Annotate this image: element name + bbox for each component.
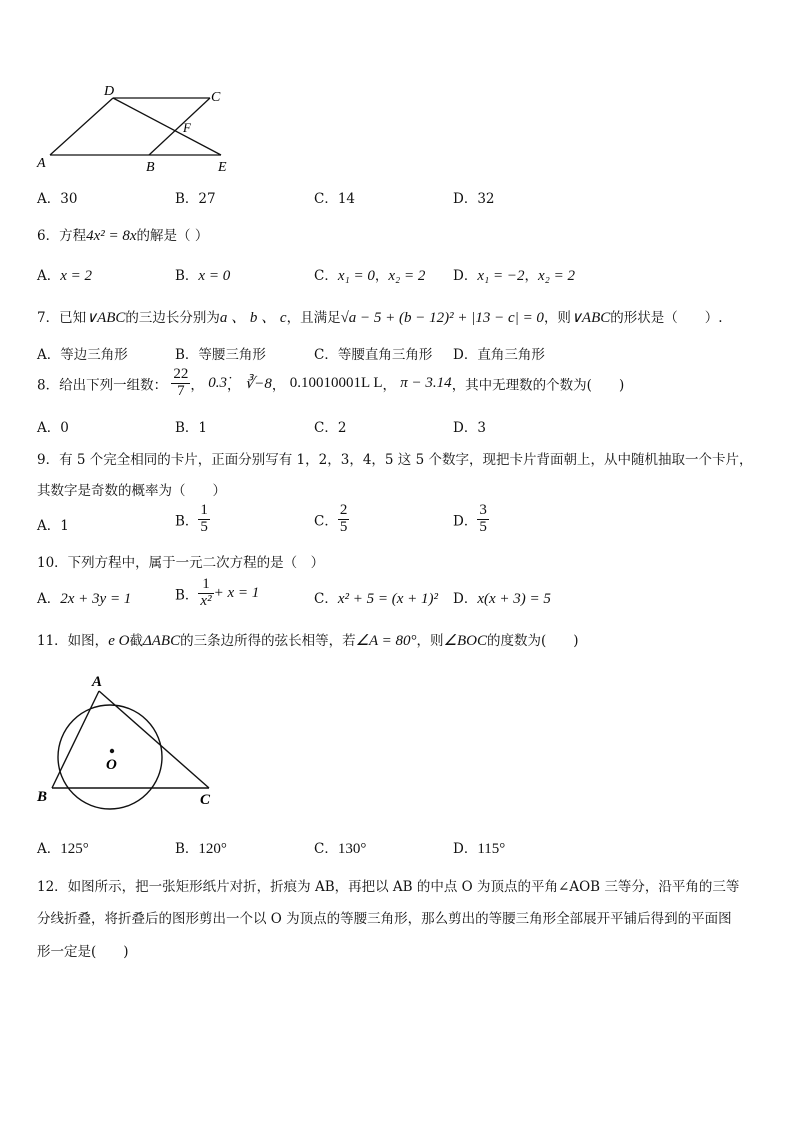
q6-option-a: A．x = 2	[37, 268, 93, 284]
q9-option-b: B． $\frac{1}{5}$	[175, 502, 208, 535]
q8-option-d: D．3	[453, 420, 486, 436]
q5-option-d: D．32	[453, 191, 495, 207]
q5-option-c: C．14	[314, 191, 356, 207]
label-A-fig11: A	[92, 674, 103, 690]
q6-prefix: 6．方程	[37, 228, 87, 244]
triangle-circle-figure	[34, 668, 224, 813]
q11-option-a: A．125°	[37, 841, 89, 857]
q9-option-c: C． $\frac{2}{5}$	[314, 502, 348, 535]
q5-option-b: B．27	[175, 191, 216, 207]
q6-equation: 4x² = 8x	[86, 228, 137, 244]
label-E: E	[218, 160, 227, 174]
q7-option-c: C．等腰直角三角形	[314, 347, 433, 363]
q7-option-b: B．等腰三角形	[175, 347, 266, 363]
q12-stem-line2: 分线折叠，将折叠后的图形剪出一个以 O 为顶点的等腰三角形，那么剪出的等腰三角形全部展开平铺后得到的平面图	[37, 911, 732, 927]
q11-option-d: D．115°	[453, 841, 506, 857]
q7-stem: 7．已知∨ABC的三边长分别为a 、 b 、 c，且满足√a − 5 + (b − 12)² + |13 − c| = 0，则∨ABC的形状是（ ）.	[37, 310, 723, 326]
label-C: C	[211, 90, 221, 105]
q9-option-a: A．1	[37, 518, 69, 534]
q11-option-c: C．130°	[314, 841, 367, 857]
label-F: F	[183, 120, 191, 135]
q10-option-c: C．x² + 5 = (x + 1)²	[314, 591, 439, 607]
label-C-fig11: C	[200, 792, 211, 808]
q7-condition: √a − 5 + (b − 12)² + |13 − c| = 0	[340, 310, 544, 326]
q12-stem-line3: 形一定是( )	[37, 944, 129, 960]
q8-option-b: B．1	[175, 420, 208, 436]
q10-stem: 10．下列方程中，属于一元二次方程的是（ ）	[37, 555, 325, 571]
label-D: D	[104, 84, 115, 99]
q6-suffix: 的解是（ ）	[136, 228, 209, 244]
q8-stem: 8．给出下列一组数： $\frac{22}{7}$ ， 0.3̇， ∛−8， 0.10010001L L， π − 3.14，其中无理数的个数为( )	[37, 366, 625, 399]
label-A: A	[37, 156, 46, 171]
q5-option-a: A．30	[37, 191, 78, 207]
q10-option-b: B． $\frac{1}{\text{x²}}$ + x = 1	[175, 576, 260, 609]
q8-fraction: $\frac{22}{7}$	[173, 366, 189, 399]
parallelogram-figure	[34, 82, 234, 174]
q10-option-a: A．2x + 3y = 1	[37, 591, 132, 607]
q9-stem-line2: 其数字是奇数的概率为（ ）	[37, 483, 226, 499]
q10-option-d: D．x(x + 3) = 5	[453, 591, 551, 607]
q8-option-a: A．0	[37, 420, 69, 436]
q7-option-a: A．等边三角形	[37, 347, 128, 363]
q9-option-d: D． $\frac{3}{5}$	[453, 502, 487, 535]
label-B-fig11: B	[37, 789, 48, 805]
q7-option-d: D．直角三角形	[453, 347, 545, 363]
q6-option-b: B．x = 0	[175, 268, 231, 284]
label-O-fig11: O	[106, 757, 117, 773]
q6-option-c: C．x₁ = 0，x₂ = 2	[314, 268, 426, 284]
q6-option-d: D．x₁ = −2，x₂ = 2	[453, 268, 575, 284]
label-B: B	[146, 160, 155, 174]
q6-stem	[37, 224, 208, 245]
q11-option-b: B．120°	[175, 841, 227, 857]
q12-stem-line1: 12．如图所示，把一张矩形纸片对折，折痕为 AB，再把以 AB 的中点 O 为顶点的平角∠AOB 三等分，沿平角的三等	[37, 879, 740, 895]
q11-stem: 11．如图，e O截ΔABC的三条边所得的弦长相等，若∠A = 80°，则∠BOC的度数为( )	[37, 633, 579, 649]
q8-option-c: C．2	[314, 420, 347, 436]
q9-stem-line1: 9．有 5 个完全相同的卡片，正面分别写有 1，2，3，4，5 这 5 个数字，现把卡片背面朝上，从中随机抽取一个卡片，	[37, 452, 753, 468]
